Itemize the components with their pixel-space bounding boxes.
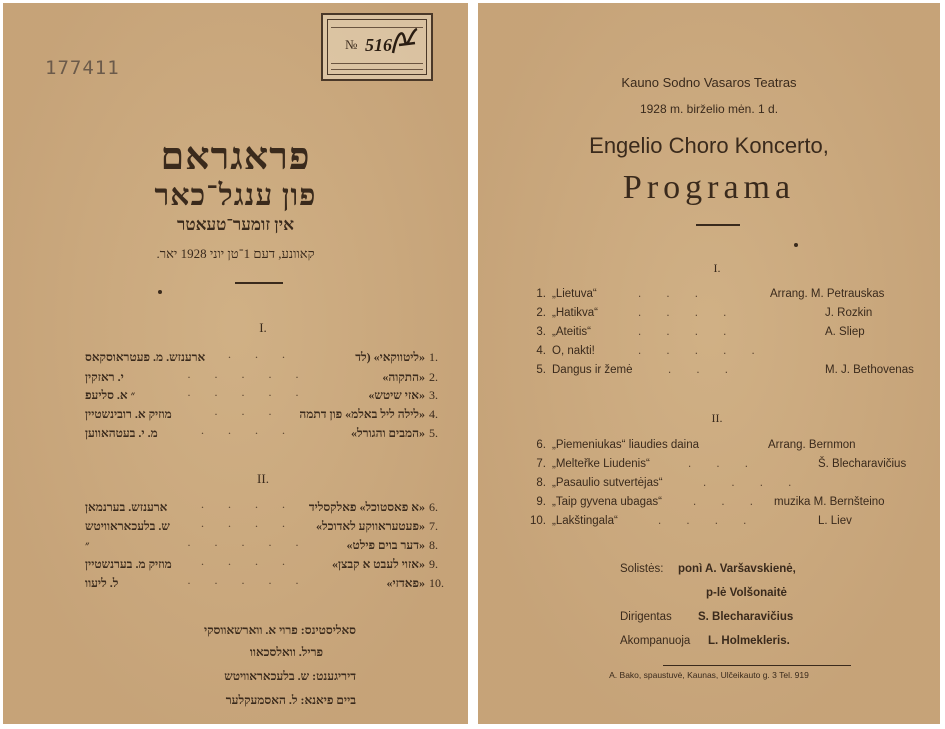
yiddish-program-page [3,3,468,724]
title-divider [696,224,740,226]
printer-divider [663,665,851,666]
ornament-dot [158,290,162,294]
stamp-number: 516 [365,35,392,55]
yiddish-conductor: דיריגענט: ש. בלעכאראוויטש [224,669,356,683]
program-item: 5. Dangus ir žemė . . . M. J. Bethovenas [536,364,914,376]
yiddish-subtitle: פון ענגל־כאר [154,179,317,212]
yiddish-program-item: 9. «אזוי לעבט א קבצן» · · · · מוזיק מ. בערנשטיין [85,557,438,571]
ornament-dot [794,243,798,247]
library-stamp [321,13,433,81]
soloists-line-1: ponì A. Varšavskienė, [678,563,796,575]
soloists-label: Solistės: [620,563,664,575]
accompanist-label: Akompanuoja [620,635,691,647]
conductor-name: S. Blecharavičius [698,611,794,623]
yiddish-program-item: 4. «לילה ליל באלמ» פון דתמה · · · מוזיק א. רובינשטיין [85,407,438,421]
program-item: 10. „Lakštingala“ . . . . L. Liev [530,515,852,527]
program-item: 9. „Taip gyvena ubagas“ . . . muzika M. Bernšteino [536,496,885,508]
conductor-label: Dirigentas [620,611,672,623]
program-item: 2. „Hatikva“ . . . . J. Rozkin [536,307,873,319]
yiddish-soloists: סאליסטינס: פרוי א. ווארשאווסקי [203,623,356,637]
section-1-heading: I. [713,261,721,275]
yiddish-title: פראגראם [160,136,311,178]
yiddish-program-item: 3. «אזי שיטש» · · · · · ״ א. סליעפ [85,388,438,402]
yiddish-program-item: 5. «המבים והגורל» · · · · מ. י. בעטהאווען [85,426,438,440]
stamp-number-label: № [345,37,358,52]
yiddish-section-2-heading: II. [257,471,269,486]
printer-imprint: A. Bako, spaustuvė, Kaunas, Ulčeikauto g. 3 Tel. 919 [609,670,809,680]
yiddish-program-item: 8. «דער בוים פילט» · · · · · ״ [85,538,438,552]
yiddish-section-1-heading: I. [259,320,267,335]
yiddish-program-item: 7. «פעטעראווקע לאדוכל» · · · · ש. בלעכאראוויטש [85,519,438,533]
lithuanian-program-page [478,3,940,724]
yiddish-date-line: קאוונע, דעם 1־טן יוני 1928 יאר. [156,246,315,261]
title-divider [235,282,283,284]
yiddish-program-item: 6. «א פאסטוכל» פאלקסליד · · · · ארענזש. בערנמאן [85,500,438,514]
venue-heading: Kauno Sodno Vasaros Teatras [621,75,797,90]
program-item: 8. „Pasaulio sutvertėjas“ . . . . [536,477,803,489]
yiddish-accompanist: ביים פיאנא: ל. האסמעקלער [225,693,356,707]
program-item: 4. O, nakti! . . . . . [536,345,766,357]
program-item: 6. „Piemeniukas“ liaudies daina Arrang. Bernmon [536,439,856,451]
inventory-number: 177411 [45,57,120,79]
yiddish-venue: אין זומער־טעאטר [176,215,295,234]
concert-date: 1928 m. birželio mėn. 1 d. [639,102,779,116]
programa-heading: Programa [622,169,796,206]
yiddish-soloists-2: פריל. וואלסכאוו [249,645,323,659]
accompanist-name: L. Holmekleris. [708,635,790,647]
program-item: 3. „Ateitis“ . . . . A. Sliep [536,326,865,338]
yiddish-program-item: 1. «ליטווקאי» (לד · · · · ארענזש. מ. פעטראוסקאס [85,350,438,364]
section-2-heading: II. [711,411,723,425]
program-item: 7. „Melteřke Liudenis“ . . . Š. Blecharavičius [536,458,907,470]
concert-title: Engelio Choro Koncerto, [589,133,829,158]
yiddish-program-item: 10. «פאדזי» · · · · · ל. ליעוו [85,576,444,590]
program-item: 1. „Lietuva“ . . . Arrang. M. Petrauskas [536,288,885,300]
yiddish-program-item: 2. «התקוה» · · · · · י. ראזקין [85,370,438,384]
handwritten-mark-icon [385,23,425,63]
soloists-line-2: p-lė Volšonaitė [706,587,787,599]
